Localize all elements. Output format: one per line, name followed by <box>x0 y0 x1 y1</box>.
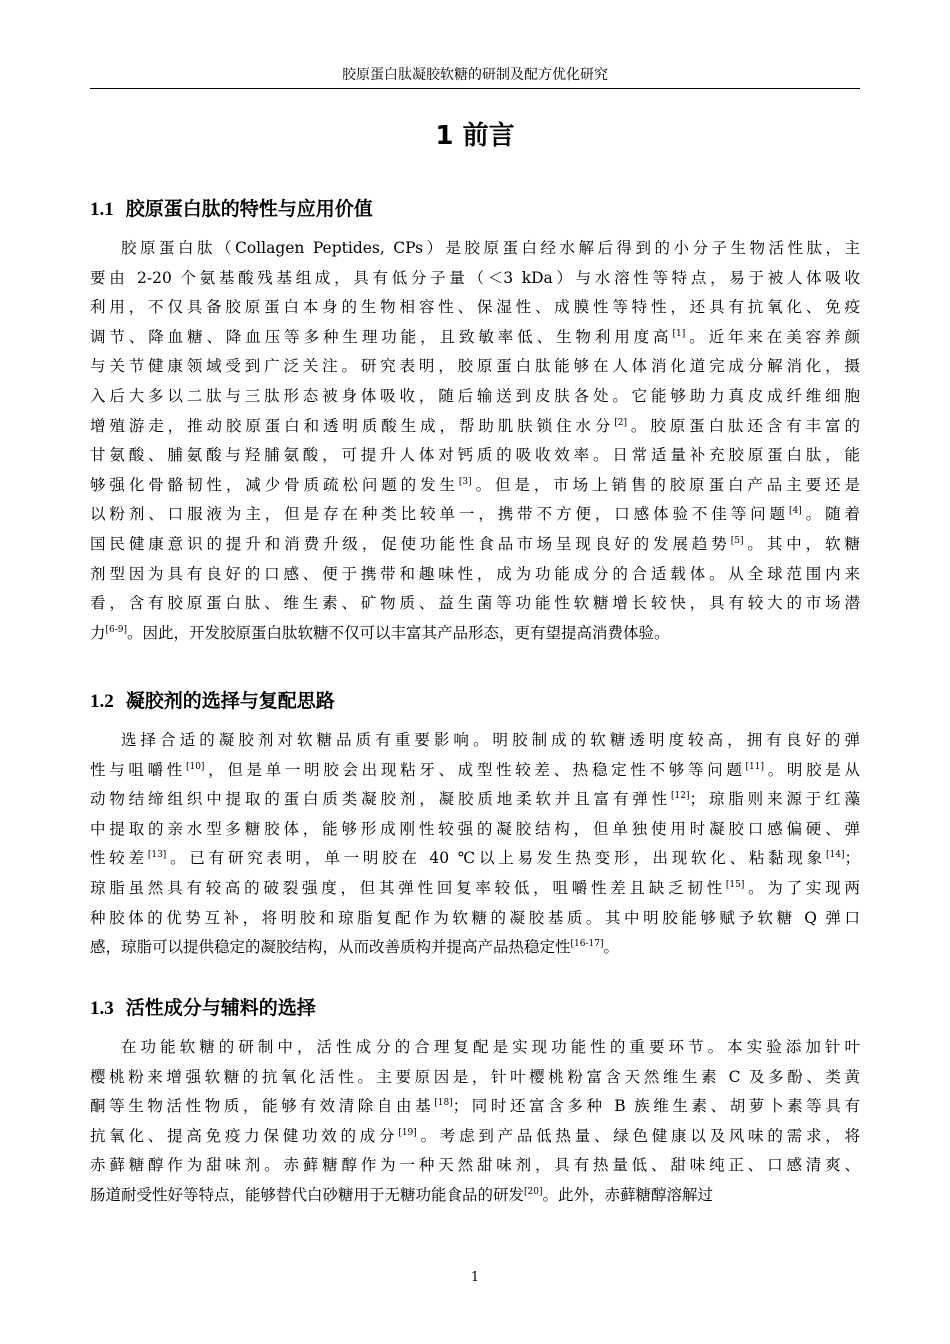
body-line: 甘氨酸、脯氨酸与羟脯氨酸，可提升人体对钙质的吸收效率。日常适量补充胶原蛋白肽，能 <box>90 446 860 465</box>
citation-marker: [14] <box>826 850 845 861</box>
section-body <box>90 1033 860 1211</box>
body-line: 种胶体的优势互补，将明胶和琼脂复配作为软糖的凝胶基质。其中明胶能够赋予软糖 Q 弹口 <box>90 908 860 927</box>
section-body <box>90 726 860 963</box>
citation-marker: [4] <box>788 506 802 517</box>
body-line: 要由 2-20 个氨基酸残基组成，具有低分子量（＜3 kDa）与水溶性等特点，易于被人体吸收 <box>90 268 860 287</box>
body-line: 增殖游走，推动胶原蛋白和透明质酸生成，帮助肌肤锁住水分[2]。胶原蛋白肽还含有丰富的 <box>90 416 860 435</box>
citation-marker: [10] <box>185 761 205 772</box>
body-line: 国民健康意识的提升和消费升级，促使功能性食品市场呈现良好的发展趋势[5]。其中，软糖 <box>90 534 860 553</box>
citation-marker: [1] <box>672 328 686 339</box>
section-heading <box>90 194 860 224</box>
body-line: 赤藓糖醇作为甜味剂。赤藓糖醇作为一种天然甜味剂，具有热量低、甜味纯正、口感清爽、 <box>90 1156 860 1175</box>
citation-marker: [6-9] <box>105 624 128 635</box>
citation-marker: [16-17] <box>570 939 604 950</box>
citation-marker: [11] <box>745 761 765 772</box>
body-line: 看，含有胶原蛋白肽、维生素、矿物质、益生菌等功能性软糖增长较快，具有较大的市场潜 <box>90 594 860 613</box>
section-title: 凝胶剂的选择与复配思路 <box>125 690 335 712</box>
section-1-2 <box>90 686 860 963</box>
body-line: 选择合适的凝胶剂对软糖品质有重要影响。明胶制成的软糖透明度较高，拥有良好的弹 <box>121 731 860 749</box>
section-1-3 <box>90 993 860 1211</box>
body-line: 酮等生物活性物质，能够有效清除自由基[18]；同时还富含多种 B 族维生素、胡萝卜素等具有 <box>90 1097 860 1116</box>
body-line: 力[6-9]。因此，开发胶原蛋白肽软糖不仅可以丰富其产品形态，更有望提高消费体验。 <box>90 623 670 642</box>
citation-marker: [2] <box>614 417 627 428</box>
citation-marker: [19] <box>398 1127 417 1138</box>
section-title: 胶原蛋白肽的特性与应用价值 <box>125 198 373 220</box>
section-title: 活性成分与辅料的选择 <box>125 997 316 1019</box>
section-heading <box>90 993 860 1023</box>
body-line: 性较差[13]。已有研究表明，单一明胶在 40 ℃以上易发生热变形，出现软化、粘黏现象[14]； <box>90 849 860 868</box>
body-line: 以粉剂、口服液为主，但是存在种类比较单一，携带不方便，口感体验不佳等问题[4]。随着 <box>90 505 860 524</box>
body-line: 琼脂虽然具有较高的破裂强度，但其弹性回复率较低，咀嚼性差且缺乏韧性[15]。为了实现两 <box>90 878 860 897</box>
chapter-title: 1 前言 <box>435 121 515 151</box>
header-rule <box>90 88 860 89</box>
section-1-1 <box>90 194 860 648</box>
section-body <box>90 234 860 648</box>
body-line: 性与咀嚼性[10]，但是单一明胶会出现粘牙、成型性较差、热稳定性不够等问题[11]。明胶是从 <box>90 760 860 779</box>
body-line: 调节、降血糖、降血压等多种生理功能，且致敏率低、生物利用度高[1]。近年来在美容养颜 <box>90 327 860 346</box>
body-line: 动物结缔组织中提取的蛋白质类凝胶剂，凝胶质地柔软并且富有弹性[12]；琼脂则来源于红藻 <box>90 790 860 809</box>
section-number: 1.1 <box>90 199 114 220</box>
running-header: 胶原蛋白肽凝胶软糖的研制及配方优化研究 <box>342 67 608 83</box>
body-line: 剂型因为具有良好的口感、便于携带和趣味性，成为功能成分的合适载体。从全球范围内来 <box>90 564 860 583</box>
body-line: 樱桃粉来增强软糖的抗氧化活性。主要原因是，针叶樱桃粉富含天然维生素 C 及多酚、类黄 <box>90 1067 860 1086</box>
citation-marker: [5] <box>730 535 744 546</box>
section-heading <box>90 686 860 716</box>
citation-marker: [20] <box>524 1186 543 1197</box>
citation-marker: [18] <box>434 1098 453 1109</box>
body-line: 中提取的亲水型多糖胶体，能够形成刚性较强的凝胶结构，但单独使用时凝胶口感偏硬、弹 <box>90 819 860 838</box>
body-line: 抗氧化、提高免疫力保健功效的成分[19]。考虑到产品低热量、绿色健康以及风味的需求，将 <box>90 1126 860 1145</box>
body-line: 够强化骨骼韧性，减少骨质疏松问题的发生[3]。但是，市场上销售的胶原蛋白产品主要还是 <box>90 475 860 494</box>
body-line: 利用，不仅具备胶原蛋白本身的生物相容性、保湿性、成膜性等特性，还具有抗氧化、免疫 <box>90 298 860 317</box>
body-line: 在功能软糖的研制中，活性成分的合理复配是实现功能性的重要环节。本实验添加针叶 <box>121 1038 860 1056</box>
section-number: 1.2 <box>90 691 114 712</box>
citation-marker: [15] <box>725 879 745 890</box>
citation-marker: [3] <box>458 476 472 487</box>
page-number: 1 <box>470 1270 480 1285</box>
section-number: 1.3 <box>90 998 114 1019</box>
body-line: 感，琼脂可以提供稳定的凝胶结构，从而改善质构并提高产品热稳定性[16-17]。 <box>90 938 619 957</box>
citation-marker: [13] <box>147 850 167 861</box>
citation-marker: [12] <box>671 791 690 802</box>
body-line: 肠道耐受性好等特点，能够替代白砂糖用于无糖功能食品的研发[20]。此外，赤藓糖醇溶解过 <box>90 1185 714 1204</box>
body-line: 与关节健康领域受到广泛关注。研究表明，胶原蛋白肽能够在人体消化道完成分解消化，摄 <box>90 357 860 376</box>
body-line: 入后大多以二肽与三肽形态被身体吸收，随后输送到皮肤各处。它能够助力真皮成纤维细胞 <box>90 386 860 405</box>
body-line: 胶原蛋白肽（Collagen Peptides, CPs）是胶原蛋白经水解后得到的小分子生物活性肽，主 <box>121 239 860 257</box>
